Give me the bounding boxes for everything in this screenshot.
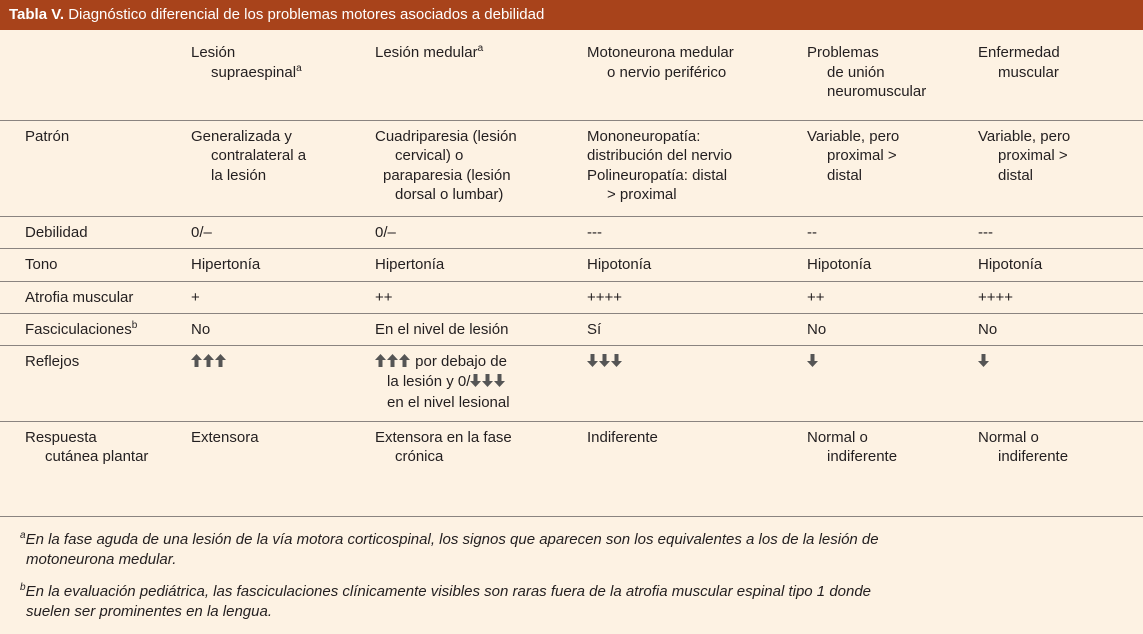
cell: Normal o indiferente — [803, 421, 974, 477]
arrow-down-icon — [599, 354, 610, 367]
arrow-down-icon — [611, 354, 622, 367]
reflex-arrows — [375, 353, 411, 373]
cell: ++++ — [583, 281, 803, 313]
reflex-arrows — [587, 353, 623, 373]
cell: Hipertonía — [371, 248, 583, 281]
table-row-fasciculaciones — [0, 313, 1143, 345]
footnote-b: $^b$En la evaluación pediátrica, las fasciculaciones clínicamente visibles son raras fuera de la atrofia muscular espinal tipo 1 donde suelen ser prominentes en la lengua. — [20, 582, 872, 620]
row-label: Reflejos — [0, 345, 185, 421]
cell: + — [185, 281, 371, 313]
footnote-divider — [0, 516, 1143, 517]
cell: Cuadriparesia (lesión cervical) o paraparesia (lesión dorsal o lumbar) — [371, 120, 583, 216]
table-row-atrofia — [0, 281, 1143, 313]
cell: Hipertonía — [185, 248, 371, 281]
reflex-arrows — [978, 353, 990, 373]
arrow-down-icon — [807, 354, 818, 367]
cell — [185, 345, 371, 421]
arrow-down-icon — [494, 374, 505, 387]
arrow-down-icon — [978, 354, 989, 367]
header-union-neuromuscular: Problemas de unión neuromuscular — [807, 44, 927, 100]
cell: No — [185, 313, 371, 345]
cell: Variable, pero proximal > distal — [803, 120, 974, 216]
table-number: Tabla V. — [9, 6, 65, 23]
header-row — [0, 43, 1143, 120]
cell: Generalizada y contralateral a la lesión — [185, 120, 371, 216]
cell: Indiferente — [583, 421, 803, 477]
cell — [803, 345, 974, 421]
cell: Extensora — [185, 421, 371, 477]
cell: ++ — [803, 281, 974, 313]
arrow-down-icon — [482, 374, 493, 387]
table-row-tono — [0, 248, 1143, 281]
arrow-up-icon — [203, 354, 214, 367]
table-row-patron — [0, 120, 1143, 216]
cell: Sí — [583, 313, 803, 345]
row-label: Debilidad — [0, 216, 185, 248]
cell: Hipotonía — [803, 248, 974, 281]
cell: --- — [974, 216, 1143, 248]
cell: Hipotonía — [583, 248, 803, 281]
row-label: Atrofia muscular — [0, 281, 185, 313]
header-supraespinal: Lesión supraespinal$^a$ — [191, 44, 302, 81]
cell: 0/– — [371, 216, 583, 248]
header-enfermedad-muscular: Enfermedad muscular — [978, 44, 1060, 81]
cell: Mononeuropatía: distribución del nervio Polineuropatía: distal > proximal — [583, 120, 803, 216]
cell: No — [803, 313, 974, 345]
reflex-arrows — [470, 373, 506, 393]
reflex-arrows — [191, 353, 227, 373]
arrow-up-icon — [387, 354, 398, 367]
reflex-arrows — [807, 353, 819, 373]
cell: 0/– — [185, 216, 371, 248]
arrow-up-icon — [191, 354, 202, 367]
footnote-a: $^a$En la fase aguda de una lesión de la vía motora corticospinal, los signos que aparecen son los equivalentes a los de la lesión de motoneurona medular. — [20, 530, 879, 568]
arrow-down-icon — [587, 354, 598, 367]
cell: ++++ — [974, 281, 1143, 313]
row-label: Tono — [0, 248, 185, 281]
arrow-up-icon — [215, 354, 226, 367]
cell: --- — [583, 216, 803, 248]
table-title: Diagnóstico diferencial de los problemas motores asociados a debilidad — [68, 6, 545, 23]
header-medular: Lesión medular$^a$ — [375, 43, 484, 61]
row-label: Fasciculaciones$^b$ — [0, 313, 185, 345]
row-label: Patrón — [0, 120, 185, 216]
table-title-bar — [0, 0, 1143, 30]
header-motoneurona: Motoneurona medular o nervio periférico — [587, 44, 734, 81]
cell: Hipotonía — [974, 248, 1143, 281]
cell — [974, 345, 1143, 421]
differential-table — [0, 43, 1143, 477]
arrow-up-icon — [375, 354, 386, 367]
cell: Extensora en la fase crónica — [371, 421, 583, 477]
cell: Normal o indiferente — [974, 421, 1143, 477]
cell — [583, 345, 803, 421]
table-row-reflejos — [0, 345, 1143, 421]
table-row-debilidad — [0, 216, 1143, 248]
table-row-respuesta — [0, 421, 1143, 477]
cell: No — [974, 313, 1143, 345]
cell: ++ — [371, 281, 583, 313]
cell: -- — [803, 216, 974, 248]
row-label: Respuesta cutánea plantar — [0, 421, 185, 477]
cell: En el nivel de lesión — [371, 313, 583, 345]
cell: Variable, pero proximal > distal — [974, 120, 1143, 216]
cell: por debajo de la lesión y 0/ en el nivel lesional — [371, 345, 583, 421]
arrow-up-icon — [399, 354, 410, 367]
arrow-down-icon — [470, 374, 481, 387]
